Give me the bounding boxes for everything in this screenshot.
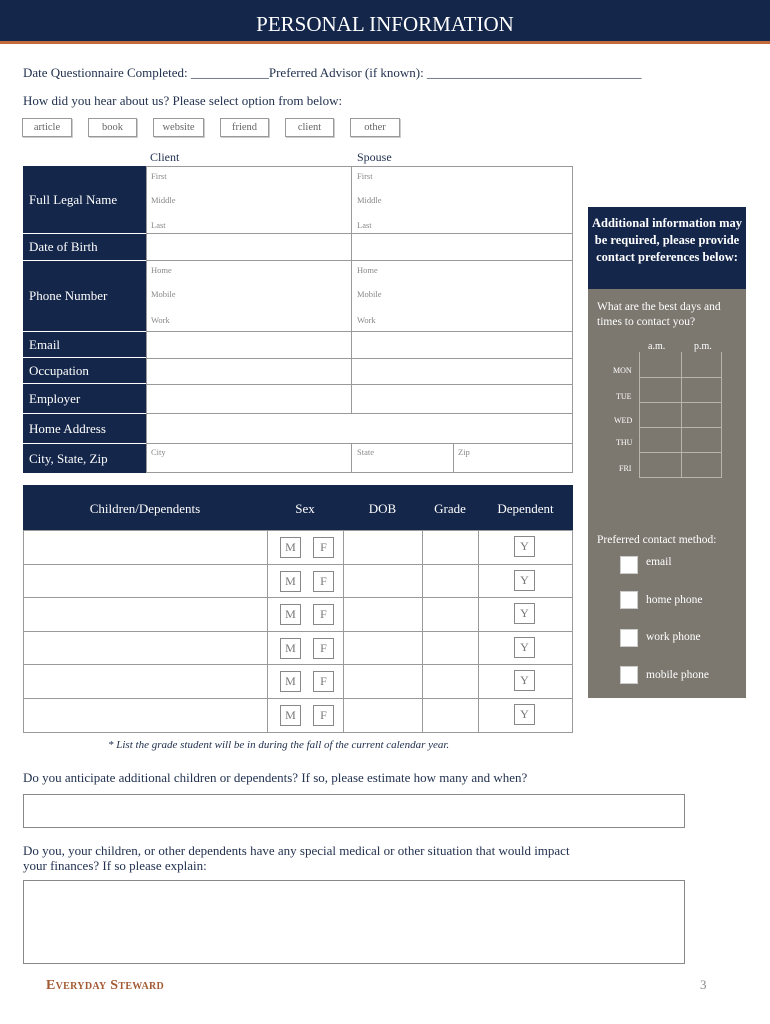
sex-male-box[interactable]: M [280,705,301,726]
special-situation-answer[interactable] [23,880,685,964]
spouse-first-label: First [357,171,373,181]
child-grade-cell[interactable] [422,664,479,699]
spouse-name-field[interactable] [351,166,573,234]
client-phone-field[interactable] [146,260,352,332]
question-additional-dependents: Do you anticipate additional children or dependents? If so, please estimate how many and when? [23,770,528,785]
dependent-yes-box[interactable]: Y [514,536,535,557]
client-home-label: Home [151,265,172,275]
client-middle-label: Middle [151,195,176,205]
option-client[interactable]: client [285,118,334,137]
date-advisor-line: Date Questionnaire Completed: ____________Preferred Advisor (if known): _________________________________ [23,65,642,80]
child-dob-cell[interactable] [343,631,423,666]
day-wed: WED [614,416,633,425]
client-occupation-field[interactable] [146,358,352,385]
child-name-cell[interactable] [23,664,268,699]
option-article[interactable]: article [22,118,72,137]
child-name-cell[interactable] [23,698,268,733]
spouse-employer-field[interactable] [351,384,573,414]
question-special-situation-line1: Do you, your children, or other dependents have any special medical or other situation that would impact [23,843,570,858]
method-email-label: email [646,556,672,568]
home-phone-checkbox[interactable] [620,591,638,609]
child-name-cell[interactable] [23,530,268,565]
client-email-field[interactable] [146,331,352,359]
dependent-yes-box[interactable]: Y [514,603,535,624]
spouse-dob-field[interactable] [351,233,573,261]
spouse-work-label: Work [357,315,376,325]
child-name-cell[interactable] [23,597,268,632]
grade-footnote: * List the grade student will be in during the fall of the current calendar year. [108,739,450,751]
method-mobile-phone-label: mobile phone [646,669,709,681]
child-dob-cell[interactable] [343,597,423,632]
child-grade-cell[interactable] [422,530,479,565]
day-fri: FRI [619,464,632,473]
child-name-cell[interactable] [23,631,268,666]
client-work-label: Work [151,315,170,325]
option-other[interactable]: other [350,118,400,137]
label-email: Email [23,332,146,357]
contact-preferences-panel [588,207,746,698]
child-grade-cell[interactable] [422,597,479,632]
method-home-phone-label: home phone [646,594,703,606]
child-name-cell[interactable] [23,564,268,599]
option-website[interactable]: website [153,118,204,137]
page-header [0,0,770,44]
day-tue: TUE [616,392,632,401]
sex-male-box[interactable]: M [280,604,301,625]
sex-female-box[interactable]: F [313,705,334,726]
spouse-occupation-field[interactable] [351,358,573,385]
spouse-mobile-label: Mobile [357,289,382,299]
pm-label: p.m. [694,341,712,352]
day-mon: MON [613,366,632,375]
child-grade-cell[interactable] [422,698,479,733]
client-first-label: First [151,171,167,181]
sex-male-box[interactable]: M [280,638,301,659]
preferred-method-label: Preferred contact method: [597,534,717,546]
sex-male-box[interactable]: M [280,671,301,692]
time-grid[interactable] [639,352,722,478]
children-header-dependent: Dependent [478,501,573,517]
label-home-address: Home Address [23,414,146,443]
client-name-field[interactable] [146,166,352,234]
dependent-yes-box[interactable]: Y [514,637,535,658]
client-dob-field[interactable] [146,233,352,261]
sex-female-box[interactable]: F [313,604,334,625]
method-work-phone-label: work phone [646,631,701,643]
best-days-question: What are the best days and times to contact you? [597,301,721,328]
additional-dependents-answer[interactable] [23,794,685,828]
label-date-of-birth: Date of Birth [23,234,146,260]
child-dob-cell[interactable] [343,664,423,699]
label-occupation: Occupation [23,358,146,383]
work-phone-checkbox[interactable] [620,629,638,647]
state-label: State [357,447,374,457]
children-header-grade: Grade [422,501,478,517]
page-number: 3 [700,977,707,992]
child-dob-cell[interactable] [343,530,423,565]
spouse-email-field[interactable] [351,331,573,359]
client-mobile-label: Mobile [151,289,176,299]
day-thu: THU [616,438,633,447]
client-column-label: Client [150,150,180,164]
city-field[interactable] [146,443,352,473]
mobile-phone-checkbox[interactable] [620,666,638,684]
dependent-yes-box[interactable]: Y [514,670,535,691]
zip-label: Zip [458,447,470,457]
label-phone-number: Phone Number [23,261,146,331]
sex-female-box[interactable]: F [313,571,334,592]
sex-male-box[interactable]: M [280,571,301,592]
sex-female-box[interactable]: F [313,537,334,558]
hear-question: How did you hear about us? Please select option from below: [23,93,343,108]
spouse-phone-field[interactable] [351,260,573,332]
dependent-yes-box[interactable]: Y [514,704,535,725]
option-book[interactable]: book [88,118,137,137]
client-last-label: Last [151,220,166,230]
spouse-column-label: Spouse [357,150,392,164]
spouse-last-label: Last [357,220,372,230]
am-label: a.m. [648,341,666,352]
children-header-dob: DOB [343,501,422,517]
brand-logo: Everyday Steward [46,978,165,993]
sex-male-box[interactable]: M [280,537,301,558]
home-address-field[interactable] [146,413,573,444]
sidebar-title: Additional information may be required, please provide contact preferences below: [588,207,746,289]
question-special-situation-line2: your finances? If so please explain: [23,858,207,873]
client-employer-field[interactable] [146,384,352,414]
label-full-legal-name: Full Legal Name [23,166,146,233]
children-header-sex: Sex [267,501,343,517]
children-header-name: Children/Dependents [23,501,267,517]
sex-female-box[interactable]: F [313,671,334,692]
child-dob-cell[interactable] [343,698,423,733]
page-title: PERSONAL INFORMATION [256,12,514,36]
label-city-state-zip: City, State, Zip [23,444,146,473]
email-checkbox[interactable] [620,556,638,574]
city-label: City [151,447,166,457]
spouse-home-label: Home [357,265,378,275]
sex-female-box[interactable]: F [313,638,334,659]
child-grade-cell[interactable] [422,631,479,666]
zip-field[interactable] [453,443,573,473]
option-friend[interactable]: friend [220,118,269,137]
spouse-middle-label: Middle [357,195,382,205]
child-grade-cell[interactable] [422,564,479,599]
label-employer: Employer [23,384,146,413]
child-dob-cell[interactable] [343,564,423,599]
dependent-yes-box[interactable]: Y [514,570,535,591]
